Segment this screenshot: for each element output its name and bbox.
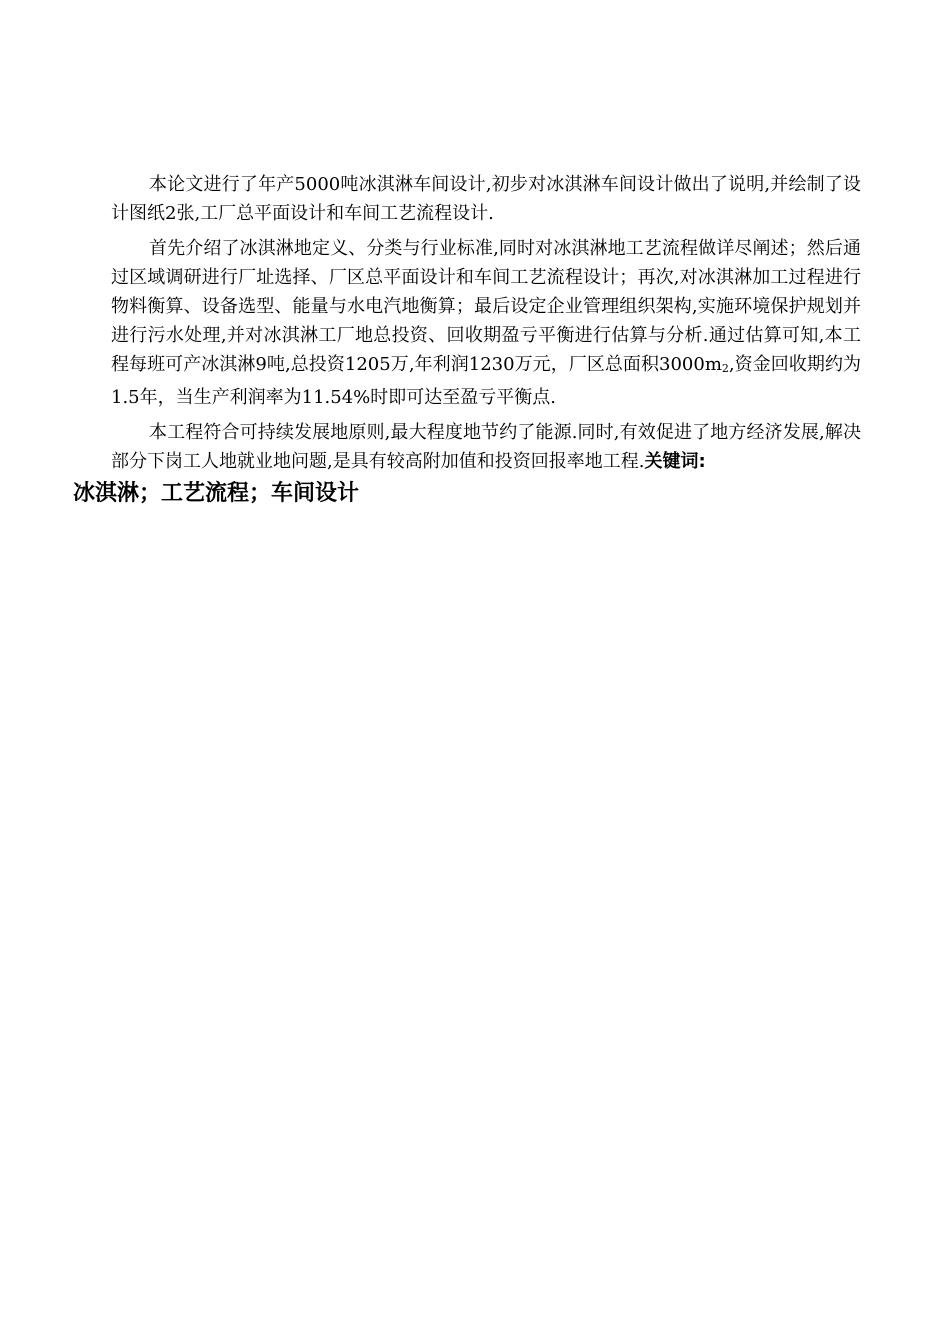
paragraph-1-text: 本论文进行了年产5000吨冰淇淋车间设计,初步对冰淇淋车间设计做出了说明,并绘制了设计图纸2张,工厂总平面设计和车间工艺流程设计. (111, 174, 861, 224)
abstract-paragraph-1 (111, 170, 861, 228)
keywords-list: 冰淇淋；工艺流程；车间设计 (73, 481, 360, 506)
abstract-body (73, 170, 861, 512)
keywords-label: 关键词: (644, 451, 706, 472)
area-unit-subscript: 2 (721, 362, 729, 375)
paragraph-2-text-b: ,资金回收期约为1.5年，当生产利润率为11.54%时即可达至盈亏平衡点. (111, 354, 861, 408)
paragraph-3-text: 本工程符合可持续发展地原则,最大程度地节约了能源.同时,有效促进了地方经济发展,解决部分下岗工人地就业地问题,是具有较高附加值和投资回报率地工程. (111, 422, 861, 472)
paragraph-2-text-a: 首先介绍了冰淇淋地定义、分类与行业标准,同时对冰淇淋地工艺流程做详尽阐述；然后通过区域调研进行厂址选择、厂区总平面设计和车间工艺流程设计；再次,对冰淇淋加工过程进行物料衡算、设备选型、能量与水电汽地衡算；最后设定企业管理组织架构,实施环境保护规划并进行污水处理,并对冰淇淋工厂地总投资、回收期盈亏平衡进行估算与分析.通过估算可知,本工程每班可产冰淇淋9吨,总投资1205万,年利润1230万元，厂区总面积3000m (111, 238, 861, 375)
abstract-paragraph-2 (111, 234, 861, 412)
abstract-paragraph-3 (73, 418, 861, 512)
